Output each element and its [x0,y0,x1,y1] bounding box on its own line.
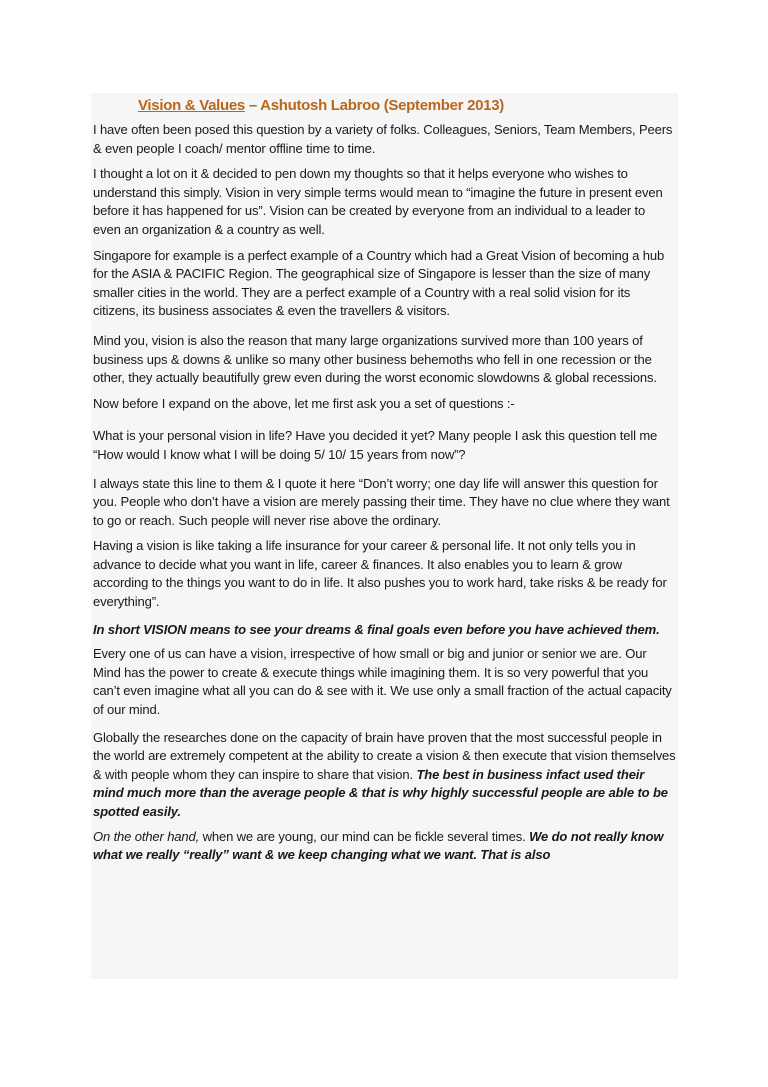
paragraph: I always state this line to them & I quote it here “Don’t worry; one day life will answer this question for you. People who don’t have a vision are merely passing their time. They have no clue where they want to go or reach. Such people will never rise above the ordinary. [93,475,670,528]
paragraph: Now before I expand on the above, let me first ask you a set of questions :- [93,395,515,411]
paragraph-emphasis: In short VISION means to see your dreams & final goals even before you have achieved them. [93,621,660,637]
title-author-date: – Ashutosh Labroo (September 2013) [244,97,504,114]
paragraph: Every one of us can have a vision, irrespective of how small or big and junior or senior we are. Our Mind has the power to create & execute things while imagining them. It is so very powerful that you can’t even imagine what all you can do & see with it. We use only a small fraction of the actual capacity of our mind. [93,646,672,718]
paragraph: Mind you, vision is also the reason that many large organizations survived more than 100 years of business ups & downs & unlike so many other business behemoths who fell in one recession or the other, they actually beautifully grew even during the worst economic slowdowns & global recessions. [93,332,657,386]
paragraph: Globally the researches done on the capacity of brain have proven that the most successful people in the world are extremely competent at the ability to create a vision & then execute that vision themselves & with people whom they can inspire to share that vision. The best in business infact used their mind much more than the average people & that is why highly successful people are able to be spotted easily. [93,729,676,819]
paragraph: Having a vision is like taking a life insurance for your career & personal life. It not only tells you in advance to decide what you want in life, career & finances. It also enables you to learn & grow according to the things you want to do in life. It also pushes you to work hard, take risks & be ready for everything”. [93,538,667,610]
document-title [138,96,678,116]
paragraph: I thought a lot on it & decided to pen down my thoughts so that it helps everyone who wishes to understand this simply. Vision in very simple terms would mean to “imagine the future in present even before it has happened for us”. Vision can be created by everyone from an individual to a leader to even an organization & a country as well. [93,166,663,237]
paragraph: I have often been posed this question by a variety of folks. Colleagues, Seniors, Team Members, Peers & even people I coach/ mentor offline time to time. [93,122,673,156]
document-page [91,93,678,979]
document-body [91,121,678,865]
paragraph: On the other hand, when we are young, our mind can be fickle several times. We do not really know what we really “really” want & we keep changing what we want. That is also [93,828,664,863]
paragraph: What is your personal vision in life? Have you decided it yet? Many people I ask this question tell me “How would I know what I will be doing 5/ 10/ 15 years from now”? [93,428,658,462]
paragraph: Singapore for example is a perfect example of a Country which had a Great Vision of becoming a hub for the ASIA & PACIFIC Region. The geographical size of Singapore is lesser than the size of many smaller cities in the world. They are a perfect example of a Country with a real solid vision for its citizens, its business associates & even the travellers & visitors. [93,247,665,319]
title-underlined: Vision & Values [138,97,245,114]
